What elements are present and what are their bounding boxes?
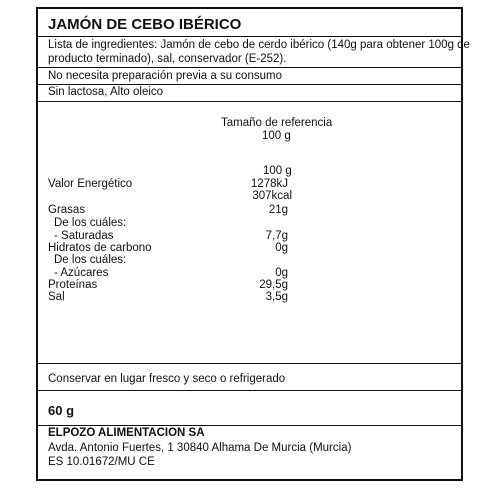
divider	[38, 67, 461, 68]
reference-size-label: Tamaño de referencia	[221, 117, 333, 129]
nutrient-label: - Saturadas	[54, 230, 114, 242]
nutrient-value: 1278kJ	[250, 178, 288, 190]
nutrient-value: 21g	[268, 204, 288, 216]
nutrient-label: - Azúcares	[54, 267, 109, 279]
nutrient-value: 0g	[275, 242, 288, 254]
divider	[38, 36, 461, 37]
nutrient-value: 0g	[275, 267, 288, 279]
label-frame	[36, 7, 470, 481]
nutrient-label: De los cuáles:	[54, 217, 127, 229]
registry-number: ES 10.01672/MU CE	[48, 456, 155, 468]
nutrient-label: Sal	[48, 291, 65, 303]
divider	[38, 101, 461, 102]
divider	[38, 84, 461, 85]
storage-instructions: Conservar en lugar fresco y seco o refrigerado	[48, 373, 286, 385]
divider	[38, 390, 461, 391]
divider	[38, 363, 461, 364]
ingredients-line-1: Lista de ingredientes: Jamón de cebo de cerdo ibérico (140g para obtener 100g de	[48, 39, 470, 51]
company-name: ELPOZO ALIMENTACION SA	[48, 427, 205, 439]
company-address: Avda. Antonio Fuertes, 1 30840 Alhama De Murcia (Murcia)	[48, 442, 352, 454]
reference-size-value: 100 g	[262, 130, 291, 142]
nutrient-label: Hidratos de carbono	[48, 242, 152, 254]
preparation-note: No necesita preparación previa a su consumo	[48, 70, 282, 82]
nutrition-column-header: 100 g	[263, 165, 292, 177]
nutrient-value: 3,5g	[265, 291, 288, 303]
nutrient-label: Grasas	[48, 204, 86, 216]
divider	[38, 425, 461, 426]
claims-text: Sin lactosa, Alto oleico	[48, 86, 164, 98]
nutrient-value: 7,7g	[265, 230, 288, 242]
nutrient-label: Proteínas	[48, 279, 98, 291]
product-title: JAMÓN DE CEBO IBÉRICO	[48, 16, 242, 33]
nutrient-value: 307kcal	[252, 190, 292, 202]
ingredients-line-2: producto terminado), sal, conservador (E-252).	[48, 53, 287, 65]
nutrient-label: De los cuáles:	[54, 254, 127, 266]
net-weight: 60 g	[48, 403, 75, 418]
nutrient-label: Valor Energético	[48, 178, 133, 190]
nutrient-value: 29,5g	[259, 279, 288, 291]
